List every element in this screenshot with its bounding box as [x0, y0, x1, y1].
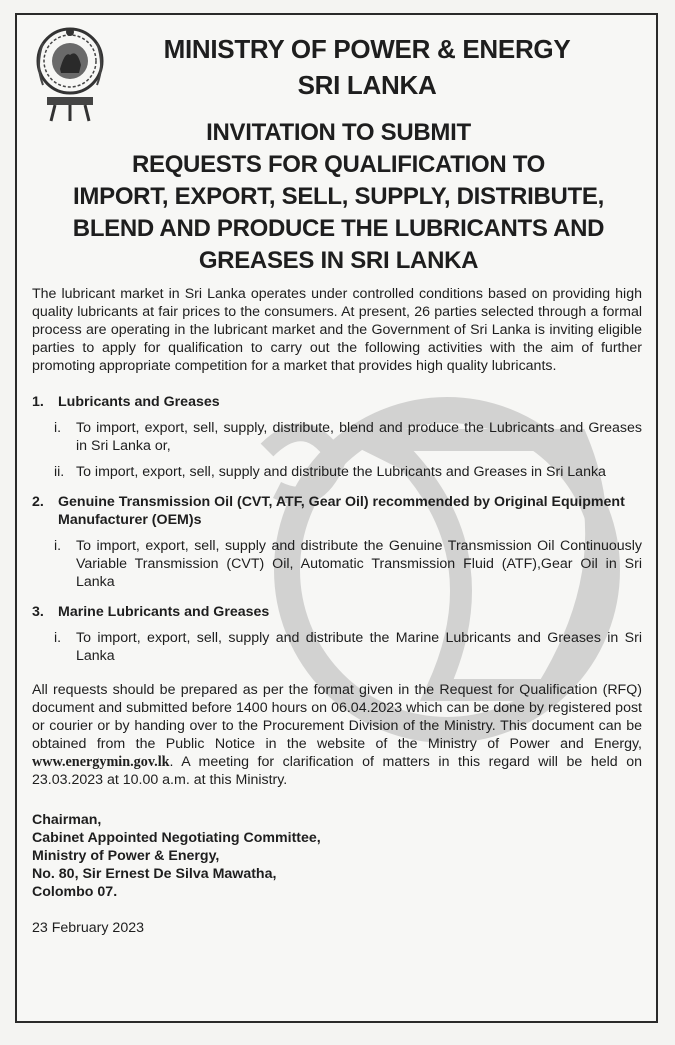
item-number: i.	[54, 538, 62, 554]
notice-date: 23 February 2023	[32, 920, 144, 936]
closing-paragraph	[32, 681, 642, 789]
title-line: GREASES IN SRI LANKA	[198, 247, 479, 274]
section-heading	[32, 603, 642, 621]
section-number: 2.	[32, 494, 44, 510]
title-line: IMPORT, EXPORT, SELL, SUPPLY, DISTRIBUTE,	[73, 183, 604, 210]
signature-line: Ministry of Power & Energy,	[32, 848, 220, 864]
signature-block	[32, 811, 642, 901]
list-item	[32, 463, 642, 481]
section-transmission-oil	[32, 493, 642, 591]
closing-text: All requests should be prepared as per the format given in the Request for Qualification (RFQ) document and submitted before 1400 hours on 06.04.2023 which can be done by registered post or courier or by handing over to the Procurement Division of the Ministry. This document can be obtained from the Public Notice in the website of the Ministry of Power and Energy,	[32, 682, 642, 752]
ministry-name: MINISTRY OF POWER & ENERGY	[163, 34, 571, 64]
notice-body	[32, 285, 642, 937]
closing-text-end: . A meeting for clarification of matters in this regard will be held on 23.03.2023 at 10.00 a.m. at this Ministry.	[32, 754, 642, 788]
item-text: To import, export, sell, supply, distribute, blend and produce the Lubricants and Greases in Sri Lanka or,	[76, 420, 642, 454]
sri-lanka-emblem-icon	[35, 25, 105, 125]
signature-line: Chairman,	[32, 812, 102, 828]
item-text: To import, export, sell, supply and distribute the Lubricants and Greases in Sri Lanka	[76, 464, 606, 480]
notice-frame	[15, 13, 658, 1023]
section-title: Lubricants and Greases	[58, 394, 220, 410]
signature-line: No. 80, Sir Ernest De Silva Mawatha,	[32, 866, 277, 882]
list-item	[32, 419, 642, 455]
website-link[interactable]: www.energymin.gov.lk	[32, 754, 170, 770]
section-title: Marine Lubricants and Greases	[58, 604, 270, 620]
list-item	[32, 629, 642, 665]
list-item	[32, 537, 642, 591]
item-text: To import, export, sell, supply and distribute the Genuine Transmission Oil Continuously Variable Transmission (CVT) Oil, Automatic Transmission Fluid (ATF),Gear Oil in Sri Lanka	[76, 538, 642, 590]
item-number: i.	[54, 420, 62, 436]
section-heading	[32, 493, 642, 529]
title-line: BLEND AND PRODUCE THE LUBRICANTS AND	[72, 215, 605, 242]
title-line: INVITATION TO SUBMIT	[206, 119, 471, 146]
item-number: i.	[54, 630, 62, 646]
section-number: 3.	[32, 604, 44, 620]
signature-line: Cabinet Appointed Negotiating Committee,	[32, 830, 321, 846]
title-line: REQUESTS FOR QUALIFICATION TO	[131, 151, 546, 178]
section-lubricants	[32, 393, 642, 481]
country-name: SRI LANKA	[297, 70, 437, 100]
section-number: 1.	[32, 394, 44, 410]
ministry-heading	[117, 31, 617, 103]
section-title: Genuine Transmission Oil (CVT, ATF, Gear Oil) recommended by Original Equipment Manufacturer (OEM)s	[58, 494, 625, 528]
signature-line: Colombo 07.	[32, 884, 118, 900]
notice-title	[17, 117, 658, 277]
section-heading	[32, 393, 642, 411]
item-number: ii.	[54, 464, 65, 480]
intro-paragraph: The lubricant market in Sri Lanka operates under controlled conditions based on providing high quality lubricants at fair prices to the consumers. At present, 26 parties selected through a formal process are operating in the lubricant market and the Government of Sri Lanka is inviting eligible parties to apply for qualification to carry out the following activities with the aim of further promoting appropriate competition for a market that provides high quality lubricants.	[32, 286, 642, 374]
section-marine-lubricants	[32, 603, 642, 665]
item-text: To import, export, sell, supply and distribute the Marine Lubricants and Greases in Sri Lanka	[76, 630, 642, 664]
